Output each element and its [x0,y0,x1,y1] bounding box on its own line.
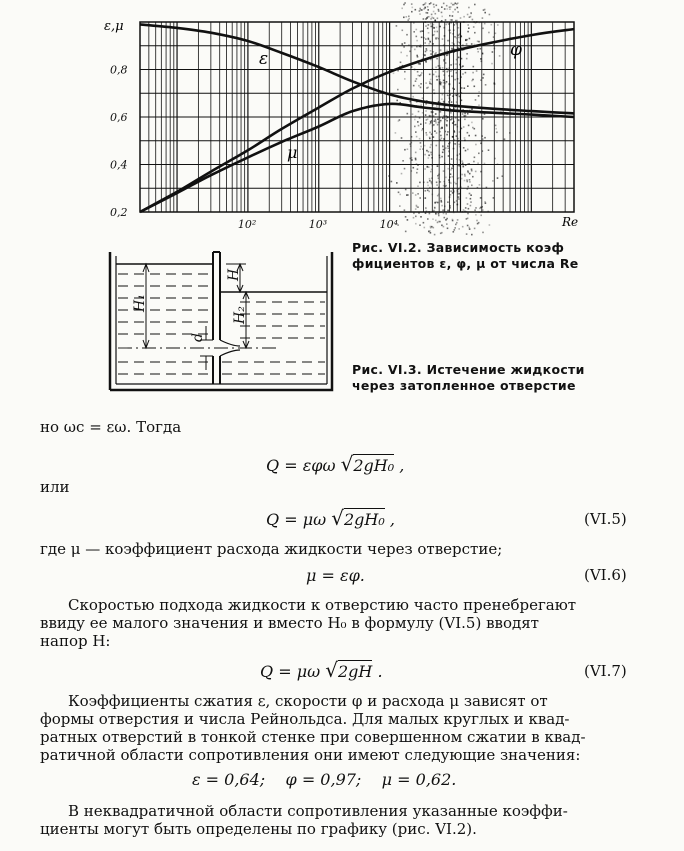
paragraph-nonquadratic: В неквадратичной области сопротивления указанные коэффи- циенты могут быть определены по графику (рис. VI.2). [40,802,568,838]
x-tick-label: 10² [237,218,257,231]
x-axis-label: Re [562,215,579,229]
paragraph-intro: но ωс = εω. Тогда [40,418,182,436]
series-label-epsilon: ε [259,49,269,69]
equation-number-vi7: (VI.7) [584,662,627,680]
y-tick-label: 0,2 [110,206,128,219]
paragraph-velocity: Скоростью подхода жидкости к отверстию часто пренебрегают ввиду ее малого значения и вместо H₀ в формулу (VI.5) вводят напор H: [40,596,577,650]
equation-number-vi5: (VI.5) [584,510,627,528]
series-mu-line [140,104,574,212]
label-H: H [226,268,242,281]
label-H2: H₂ [232,306,248,324]
coefficient-chart [0,0,684,240]
formula-values: ε = 0,64; φ = 0,97; μ = 0,62. [192,770,457,789]
chart-series [140,24,574,212]
x-tick-label: 10⁴ [379,218,399,231]
figure-caption-vi2: Рис. VI.2. Зависимость коэф фициентов ε, φ, μ от числа Re [352,240,579,271]
partition-wall [213,252,220,340]
series-phi-line [140,29,574,212]
chart-grid [140,22,574,212]
x-tick-label: 10³ [308,218,328,231]
y-tick-label: 0,6 [110,111,128,124]
y-axis-label: ε,μ [104,19,124,34]
paragraph-coefficients: Коэффициенты сжатия ε, скорости φ и расхода μ зависят от формы отверстия и числа Рейнольдса. Для малых круглых и квад- ратных отверстий в тонкой стенке при совершенном сжатии в квад- ратичной области сопротивления они имеют следующие значения: [40,692,586,764]
label-H1: H₁ [132,294,148,312]
formula-q2: Q = μω √2gH₀ , [266,506,395,530]
paragraph-or: или [40,478,70,496]
paragraph-where-mu: где μ — коэффициент расхода жидкости через отверстие; [40,540,503,558]
y-tick-label: 0,8 [110,63,128,77]
label-d: d [190,333,206,342]
series-label-phi: φ [510,40,522,60]
equation-number-vi6: (VI.6) [584,566,627,584]
formula-q3: Q = μω √2gH . [260,658,383,682]
formula-q1: Q = εφω √2gH₀ , [266,452,405,476]
figure-caption-vi3: Рис. VI.3. Истечение жидкости через затопленное отверстие [352,362,585,393]
formula-mu: μ = εφ. [306,566,365,585]
y-tick-label: 0,4 [110,158,128,172]
series-label-mu: μ [287,143,298,162]
series-epsilon-line [140,24,574,113]
